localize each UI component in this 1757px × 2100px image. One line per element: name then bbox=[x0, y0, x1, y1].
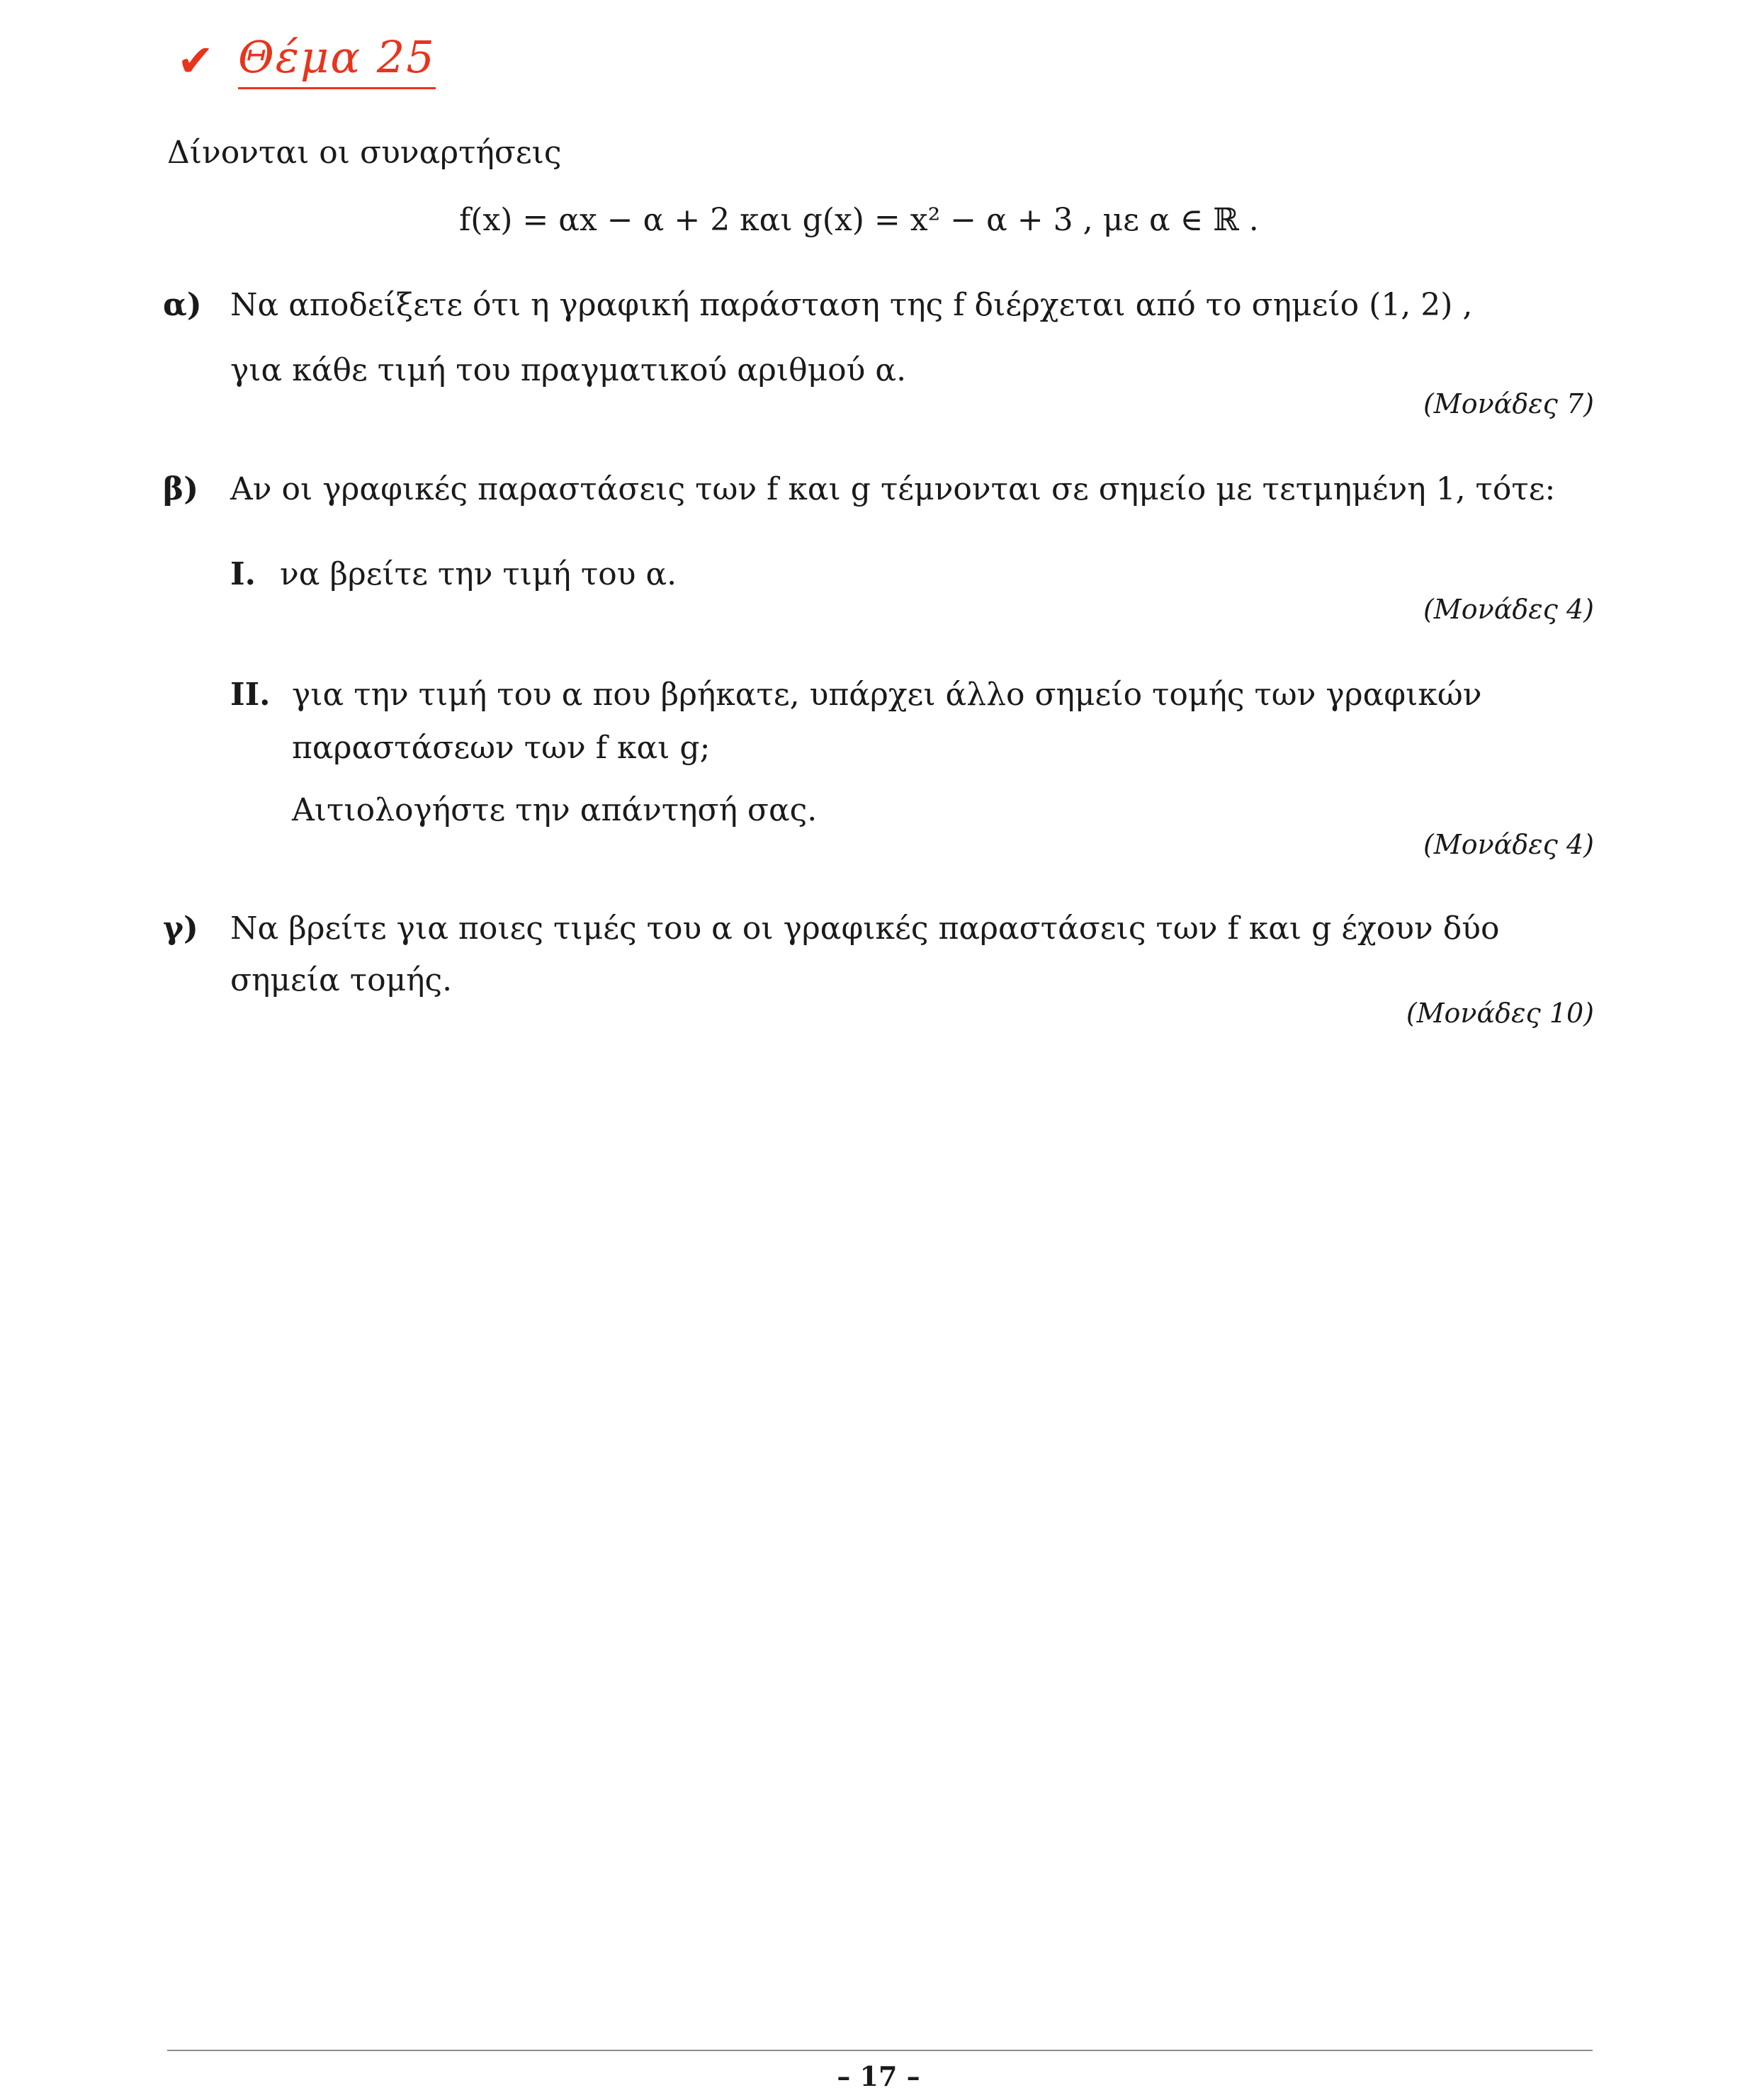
question-b2-line1: για την τιμή του α που βρήκατε, υπάρχει άλλο σημείο τομής των γραφικών bbox=[292, 677, 1482, 713]
question-a-label: α) bbox=[163, 287, 202, 323]
question-c-label: γ) bbox=[163, 910, 198, 947]
question-c-points: (Μονάδες 10) bbox=[1406, 998, 1594, 1029]
topic-header bbox=[177, 28, 436, 92]
question-b1-text: να βρείτε την τιμή του α. bbox=[280, 556, 677, 592]
intro-text: Δίνονται οι συναρτήσεις bbox=[167, 135, 562, 171]
page-number: – 17 – bbox=[837, 2060, 920, 2092]
question-b1-points: (Μονάδες 4) bbox=[1423, 594, 1594, 625]
question-b2-line2: παραστάσεων των f και g; bbox=[292, 730, 711, 766]
question-b1-label: Ι. bbox=[230, 556, 256, 592]
question-a-line2: για κάθε τιμή του πραγματικού αριθμού α. bbox=[230, 352, 907, 388]
checkmark-icon: ✔ bbox=[177, 34, 214, 86]
question-c-line1: Να βρείτε για ποιες τιμές του α οι γραφικές παραστάσεις των f και g έχουν δύο bbox=[230, 910, 1500, 947]
question-c-line2: σημεία τομής. bbox=[230, 962, 453, 998]
question-b2-label: ΙΙ. bbox=[230, 677, 271, 713]
question-a-line1: Να αποδείξετε ότι η γραφική παράσταση της f διέρχεται από το σημείο (1, 2) , bbox=[230, 287, 1473, 323]
question-b2-line3: Αιτιολογήστε την απάντησή σας. bbox=[292, 792, 818, 828]
question-a-points: (Μονάδες 7) bbox=[1423, 388, 1594, 419]
question-b2-points: (Μονάδες 4) bbox=[1423, 829, 1594, 860]
question-b-line1: Αν οι γραφικές παραστάσεις των f και g τέμνονται σε σημείο με τετμημένη 1, τότε: bbox=[230, 471, 1556, 507]
question-b-label: β) bbox=[163, 471, 199, 507]
footer-divider bbox=[167, 2050, 1593, 2051]
topic-title: Θέμα 25 bbox=[238, 31, 436, 89]
functions-formula: f(x) = αx − α + 2 και g(x) = x² − α + 3 , με α ∈ ℝ . bbox=[459, 202, 1259, 238]
